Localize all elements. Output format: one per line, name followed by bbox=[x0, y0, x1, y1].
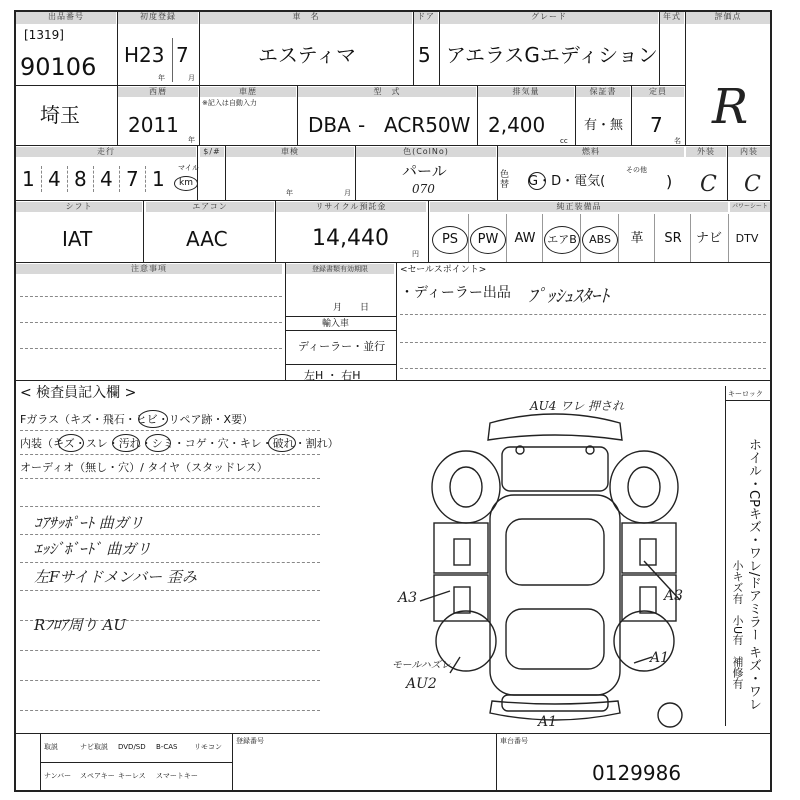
mileage-digit: 1 bbox=[152, 167, 165, 191]
grade: アエラスGエディション bbox=[446, 43, 658, 67]
footer-item: キーレス bbox=[118, 772, 146, 780]
dash-3 bbox=[20, 348, 282, 349]
legend-col1: ホイル・CPキズ・ワレ/ドアミラー キズ・ワレ bbox=[746, 438, 761, 711]
hline-f1 bbox=[40, 762, 232, 763]
dash-16 bbox=[20, 680, 320, 681]
reg-day-unit: 日 bbox=[360, 303, 370, 313]
vline-f bbox=[685, 10, 686, 146]
hand-note-1: ｺｱｻｯﾎﾟｰﾄ 曲ガリ bbox=[34, 514, 144, 532]
shaken-year-unit: 年 bbox=[286, 189, 293, 197]
dash-7 bbox=[20, 430, 320, 431]
vin: 0129986 bbox=[592, 761, 682, 785]
vline-b bbox=[199, 10, 200, 86]
vline-k bbox=[631, 86, 632, 146]
first-reg-month: 7 bbox=[176, 43, 189, 67]
caution-label: 注意事項 bbox=[16, 264, 282, 274]
equipment-sep bbox=[654, 214, 655, 262]
diagram-label-a3-right: A3 bbox=[664, 588, 684, 604]
glass-circle bbox=[138, 410, 168, 428]
dash-15 bbox=[20, 650, 320, 651]
lot-label: 出品番号 bbox=[16, 12, 116, 24]
reg-no-label: 登録番号 bbox=[236, 737, 264, 745]
mileage-label: 走行 bbox=[16, 147, 196, 157]
year-unit: 年 bbox=[188, 136, 195, 144]
hline-import bbox=[285, 330, 397, 331]
ac: AAC bbox=[186, 227, 228, 251]
mileage-sep bbox=[41, 166, 42, 192]
shift-label: シフト bbox=[16, 202, 142, 212]
diagram-label-a1-bottom: A1 bbox=[538, 714, 558, 730]
fuel-close: ) bbox=[666, 172, 673, 191]
score: R bbox=[712, 79, 749, 135]
vline-d bbox=[439, 10, 440, 86]
equipment-sep bbox=[468, 214, 469, 262]
sales-point-printed: ・ディーラー出品 bbox=[400, 285, 511, 301]
reg-month-unit: 月 bbox=[333, 303, 343, 313]
color-label: 色(ColNo) bbox=[356, 147, 496, 157]
hand-note-3: 左Fサイドメンバー 歪み bbox=[34, 568, 197, 586]
dash-5 bbox=[400, 342, 766, 343]
mileage-unit-top: マイル bbox=[178, 164, 199, 172]
power-seat-label: パワーシート bbox=[730, 202, 770, 212]
vline-t bbox=[285, 262, 286, 380]
fuel: G・D・電気( bbox=[528, 174, 606, 189]
border-left bbox=[14, 10, 16, 792]
lot-code: [1319] bbox=[24, 28, 64, 42]
vline-p bbox=[727, 146, 728, 201]
steering-value: 左H ・ 右H bbox=[304, 369, 361, 382]
mileage-sep bbox=[93, 166, 94, 192]
equipment-item: PW bbox=[470, 226, 506, 254]
displacement: 2,400 bbox=[488, 113, 546, 137]
shaken-month-unit: 月 bbox=[344, 189, 351, 197]
capacity: 7 bbox=[650, 113, 663, 137]
vline-f3 bbox=[496, 733, 497, 791]
interior-label: 内装 bbox=[728, 147, 770, 157]
history-label: 車歴 bbox=[200, 87, 296, 97]
capacity-unit: 名 bbox=[674, 137, 681, 145]
car-name-label: 車 名 bbox=[200, 12, 412, 24]
exterior-label: 外装 bbox=[686, 147, 726, 157]
hline-steer bbox=[285, 364, 397, 365]
import-value: ディーラー・並行 bbox=[298, 340, 386, 353]
diagram-label-a3-left: A3 bbox=[398, 590, 418, 606]
equipment-sep bbox=[690, 214, 691, 262]
door-label: ドア bbox=[414, 12, 438, 24]
diagram-label-au4: AU4 ワレ 押され bbox=[530, 399, 625, 413]
equipment-item: PS bbox=[432, 226, 468, 254]
color-change: 色替 bbox=[500, 170, 510, 190]
equipment-sep bbox=[580, 214, 581, 262]
region: 埼玉 bbox=[40, 103, 80, 127]
first-reg-label: 初度登録 bbox=[118, 12, 198, 24]
audio-line: オーディオ（無し・穴）/ タイヤ（スタッドレス） bbox=[20, 461, 268, 474]
model-year-label: 年式 bbox=[660, 12, 684, 24]
fuel-label: 燃料 bbox=[498, 147, 684, 157]
row-sep-2 bbox=[14, 145, 772, 146]
displacement-unit: cc bbox=[560, 137, 568, 145]
mileage-unit: km bbox=[174, 176, 198, 191]
dash-10 bbox=[20, 506, 320, 507]
mileage-sep bbox=[119, 166, 120, 192]
model-code: ACR50W bbox=[384, 113, 471, 137]
vline-r bbox=[275, 201, 276, 263]
diagram-label-a1-right: A1 bbox=[650, 650, 670, 666]
first-reg-month-unit: 月 bbox=[188, 74, 195, 82]
color-no: 070 bbox=[412, 182, 435, 196]
int-circle-1 bbox=[58, 434, 84, 452]
shaken-label: 車検 bbox=[226, 147, 354, 157]
exterior-grade: C bbox=[700, 172, 717, 197]
reg-divider bbox=[172, 38, 173, 82]
car-name: エスティマ bbox=[258, 43, 356, 67]
equipment-item: 革 bbox=[630, 231, 644, 246]
dash-8 bbox=[20, 454, 320, 455]
registration-label: 登録書類有効期限 bbox=[286, 264, 394, 274]
vline-l bbox=[197, 146, 198, 201]
equipment-sep bbox=[728, 214, 729, 262]
vline-m bbox=[225, 146, 226, 201]
int-circle-4 bbox=[268, 434, 296, 452]
border-bottom bbox=[14, 790, 772, 792]
glass-line: Fガラス（キズ・飛石・ヒビ・リペア跡・X要） bbox=[20, 413, 254, 426]
interior-grade: C bbox=[744, 172, 761, 197]
mileage-digit: 4 bbox=[48, 167, 61, 191]
mileage-digit: 7 bbox=[126, 167, 139, 191]
footer-item: リモコン bbox=[194, 743, 222, 751]
equipment-label: 純正装備品 bbox=[430, 202, 728, 212]
footer-item: ナビ取説 bbox=[80, 743, 108, 751]
tax-label: $/# bbox=[200, 147, 224, 157]
vline-u bbox=[396, 262, 397, 380]
hline-reg bbox=[285, 316, 397, 317]
row-sep-1 bbox=[14, 85, 686, 86]
dash-12 bbox=[20, 562, 320, 563]
sales-point-label: <セールスポイント> bbox=[400, 265, 487, 275]
sales-point-hand: ﾌﾟｯｼｭｽﾀｰﾄ bbox=[528, 286, 609, 307]
equipment-item: AW bbox=[514, 231, 536, 246]
vline-s bbox=[428, 201, 429, 263]
int-circle-2 bbox=[112, 434, 140, 452]
footer-item: スマートキー bbox=[156, 772, 198, 780]
grade-label: グレード bbox=[440, 12, 658, 24]
fuel-other-label: その他 bbox=[626, 166, 647, 174]
displacement-label: 排気量 bbox=[478, 87, 574, 97]
dash-13 bbox=[20, 590, 320, 591]
warranty-label: 保証書 bbox=[576, 87, 630, 97]
history-sub: ※記入は自動入力 bbox=[202, 99, 257, 107]
vline-key bbox=[725, 386, 726, 726]
vline-g bbox=[199, 86, 200, 146]
equipment-sep bbox=[618, 214, 619, 262]
capacity-label: 定員 bbox=[632, 87, 684, 97]
doors: 5 bbox=[418, 43, 431, 67]
diagram-label-mol: モールハズレ bbox=[392, 660, 451, 671]
equipment-item: DTV bbox=[735, 232, 759, 245]
vline-q bbox=[143, 201, 144, 263]
equipment-item: SR bbox=[664, 231, 682, 246]
mileage-digit: 8 bbox=[74, 167, 87, 191]
import-label: 輸入車 bbox=[322, 319, 350, 329]
footer-item: ナンバー bbox=[44, 772, 72, 780]
key-label: キーロック bbox=[728, 390, 763, 398]
border-right bbox=[770, 10, 772, 792]
vline-n bbox=[355, 146, 356, 201]
recycle-label: リサイクル預託金 bbox=[276, 202, 426, 212]
vline-j bbox=[575, 86, 576, 146]
hline-key bbox=[725, 400, 771, 401]
vline-o bbox=[497, 146, 498, 201]
vline-c bbox=[413, 10, 414, 86]
dash-2 bbox=[20, 322, 282, 323]
model-prefix: DBA bbox=[308, 113, 351, 137]
dash-9 bbox=[20, 478, 320, 479]
mileage-sep bbox=[145, 166, 146, 192]
footer-item: DVD/SD bbox=[118, 743, 146, 751]
warranty: 有・無 bbox=[584, 118, 624, 133]
equipment-item: ナビ bbox=[695, 231, 722, 246]
inspector-title: < 検査員記入欄 > bbox=[20, 385, 137, 401]
model-dash: - bbox=[358, 113, 366, 137]
interior-line: 内装（キズ・スレ・汚れ・シミ・コゲ・穴・キレ・破れ・割れ） bbox=[20, 437, 339, 450]
car-diagram bbox=[390, 395, 720, 735]
dash-17 bbox=[20, 710, 320, 711]
year-label: 西暦 bbox=[118, 87, 198, 97]
hand-note-4: Rﾌﾛｱ周り AU bbox=[34, 616, 127, 634]
year: 2011 bbox=[128, 113, 179, 137]
recycle-unit: 円 bbox=[412, 250, 419, 258]
vline-f2 bbox=[232, 733, 233, 791]
model-label: 型 式 bbox=[298, 87, 476, 97]
dash-4 bbox=[400, 314, 766, 315]
footer-item: 取説 bbox=[44, 743, 58, 751]
hand-note-2: ｴｯｼﾞﾎﾞｰﾄﾞ 曲ガリ bbox=[34, 540, 152, 558]
row-sep-3 bbox=[14, 200, 772, 201]
fuel-circle bbox=[528, 172, 546, 190]
color: パール bbox=[402, 162, 447, 180]
equipment-item: ABS bbox=[582, 226, 618, 254]
ac-label: エアコン bbox=[146, 202, 274, 212]
equipment-item: エアB bbox=[544, 226, 580, 254]
int-circle-3 bbox=[145, 434, 171, 452]
vline-e bbox=[659, 10, 660, 86]
vline-h bbox=[297, 86, 298, 146]
shift: IAT bbox=[62, 227, 93, 251]
equipment-sep bbox=[506, 214, 507, 262]
footer-item: B-CAS bbox=[156, 743, 178, 751]
row-sep-5 bbox=[14, 380, 772, 381]
score-label: 評価点 bbox=[686, 12, 770, 24]
mileage-digit: 1 bbox=[22, 167, 35, 191]
equipment-sep bbox=[542, 214, 543, 262]
vline-i bbox=[477, 86, 478, 146]
legend-col2: 小キズ有 小U有 補修有 bbox=[731, 560, 744, 690]
dash-6 bbox=[400, 368, 766, 369]
first-reg-era: H23 bbox=[124, 43, 165, 67]
vin-label: 車台番号 bbox=[500, 737, 528, 745]
recycle: 14,440 bbox=[312, 226, 389, 251]
row-sep-4 bbox=[14, 262, 772, 263]
vline-a bbox=[117, 10, 118, 146]
first-reg-year-unit: 年 bbox=[158, 74, 165, 82]
mileage-sep bbox=[67, 166, 68, 192]
dash-1 bbox=[20, 296, 282, 297]
dash-11 bbox=[20, 534, 320, 535]
footer-item: スペアキー bbox=[80, 772, 115, 780]
lot-number: 90106 bbox=[20, 53, 97, 81]
diagram-label-au2: AU2 bbox=[406, 676, 437, 692]
mileage-digit: 4 bbox=[100, 167, 113, 191]
